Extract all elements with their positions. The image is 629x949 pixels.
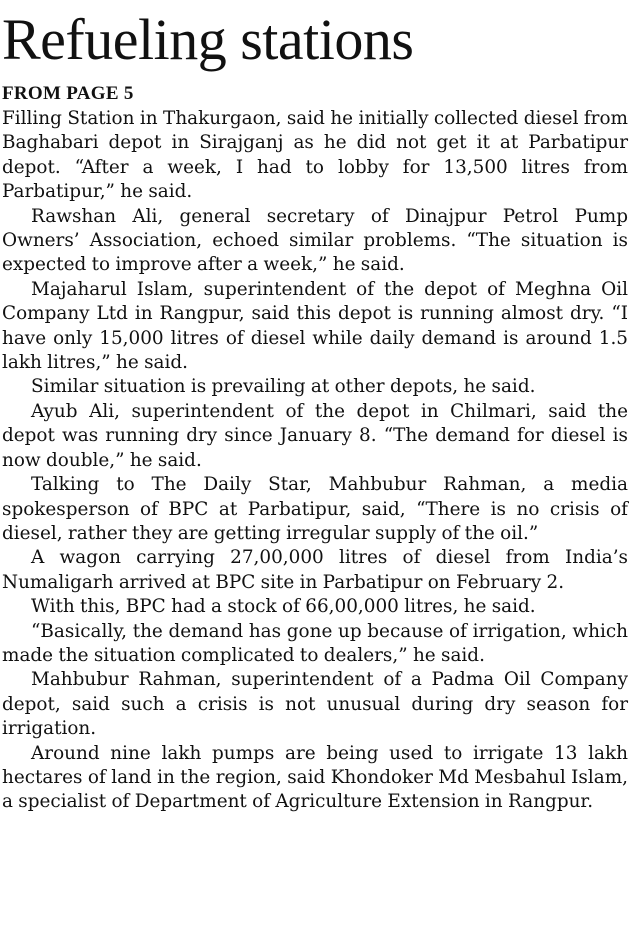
jump-line: FROM PAGE 5 [2, 83, 134, 104]
article-body [2, 107, 628, 815]
paragraph-10: Mahbubur Rahman, superintendent of a Padma Oil Company depot, said such a crisis is not unusual during dry season for irrigation. [2, 669, 628, 740]
paragraph-11: Around nine lakh pumps are being used to irrigate 13 lakh hectares of land in the region, said Khondoker Md Mesbahul Islam, a specialist of Department of Agriculture Extension in Rangpur. [2, 742, 628, 813]
paragraph-8: With this, BPC had a stock of 66,00,000 litres, he said. [31, 596, 536, 618]
paragraph-9: “Basically, the demand has gone up because of irrigation, which made the situation complicated to dealers,” he said. [2, 620, 628, 666]
paragraph-2: Rawshan Ali, general secretary of Dinajpur Petrol Pump Owners’ Association, echoed similar problems. “The situation is expected to improve after a week,” he said. [2, 205, 628, 276]
paragraph-7: A wagon carrying 27,00,000 litres of diesel from India’s Numaligarh arrived at BPC site in Parbatipur on February 2. [2, 547, 628, 593]
paragraph-4: Similar situation is prevailing at other depots, he said. [31, 376, 536, 398]
news-article [2, 0, 628, 815]
paragraph-1: Filling Station in Thakurgaon, said he initially collected diesel from Baghabari depot in Sirajganj as he did not get it at Parbatipur depot. “After a week, I had to lobby for 13,500 litres from Parbatipur,” he said. [2, 108, 628, 203]
headline: Refueling stations [2, 7, 414, 72]
paragraph-6: Talking to The Daily Star, Mahbubur Rahman, a media spokesperson of BPC at Parbatipur, said, “There is no crisis of diesel, rather they are getting irregular supply of the oil.” [2, 474, 628, 544]
paragraph-3: Majaharul Islam, superintendent of the depot of Meghna Oil Company Ltd in Rangpur, said this depot is running almost dry. “I have only 15,000 litres of diesel while daily demand is around 1.5 lakh litres,” he said. [2, 278, 628, 374]
paragraph-5: Ayub Ali, superintendent of the depot in Chilmari, said the depot was running dry since January 8. “The demand for diesel is now double,” he said. [2, 400, 628, 471]
